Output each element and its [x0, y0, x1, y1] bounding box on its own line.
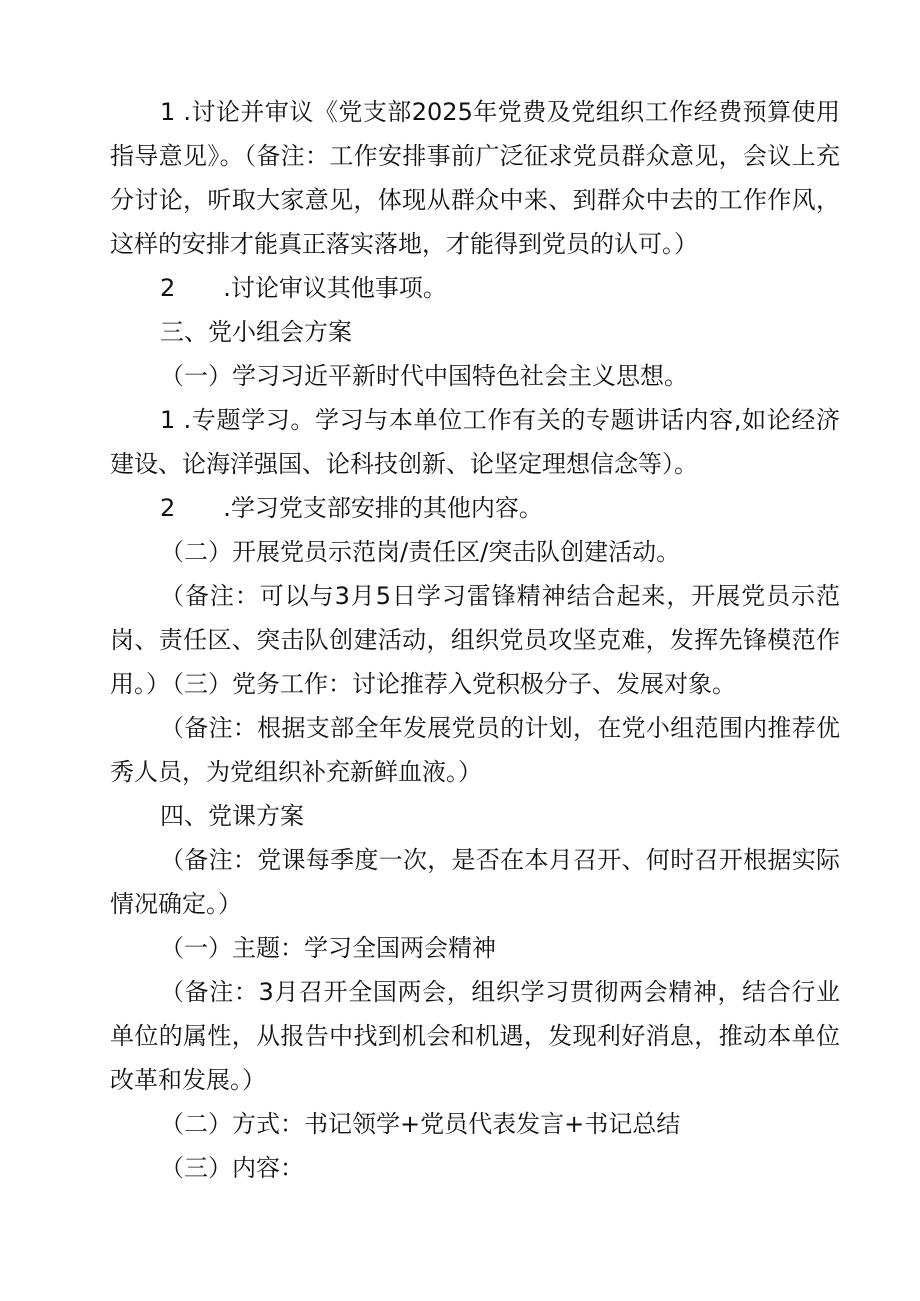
subheading-model-post-activity: （二）开展党员示范岗/责任区/突击队创建活动。 — [160, 538, 681, 566]
section-heading-party-group-meeting: 三、党小组会方案 — [160, 318, 352, 346]
subheading-lecture-method: （二）方式：书记领学+党员代表发言+书记总结 — [160, 1110, 681, 1138]
paragraph-special-study: 1 .专题学习。学习与本单位工作有关的专题讲话内容,如论经济建设、论海洋强国、论科技创新、论坚定理想信念等）。 — [110, 406, 840, 478]
paragraph-item-2-other-matters: 2 .讨论审议其他事项。 — [160, 274, 447, 302]
subheading-party-affairs: （三）党务工作：讨论推荐入党积极分子、发展对象。 — [160, 670, 736, 698]
note-lei-feng-activity: （备注：可以与3月5日学习雷锋精神结合起来，开展党员示范岗、责任区、突击队创建活动，组织党员攻坚克难，发挥先锋模范作用。） — [110, 582, 840, 698]
note-lecture-frequency: （备注：党课每季度一次，是否在本月召开、何时召开根据实际情况确定。） — [110, 846, 840, 918]
note-two-sessions: （备注：3月召开全国两会，组织学习贯彻两会精神，结合行业单位的属性，从报告中找到机会和机遇，发现利好消息，推动本单位改革和发展。） — [110, 978, 840, 1094]
subheading-study-thought: （一）学习习近平新时代中国特色社会主义思想。 — [160, 362, 688, 390]
note-recommend-members: （备注：根据支部全年发展党员的计划，在党小组范围内推荐优秀人员，为党组织补充新鲜血液。） — [110, 714, 840, 786]
paragraph-other-study: 2 .学习党支部安排的其他内容。 — [160, 494, 543, 522]
subheading-lecture-content: （三）内容： — [160, 1154, 304, 1182]
section-heading-party-lecture: 四、党课方案 — [160, 802, 304, 830]
paragraph-item-1-discuss-budget: 1 .讨论并审议《党支部2025年党费及党组织工作经费预算使用指导意见》。（备注：工作安排事前广泛征求党员群众意见，会议上充分讨论，听取大家意见，体现从群众中来、到群众中去的工作作风，这样的安排才能真正落实落地，才能得到党员的认可。） — [110, 98, 840, 258]
subheading-lecture-theme: （一）主题：学习全国两会精神 — [160, 934, 496, 962]
